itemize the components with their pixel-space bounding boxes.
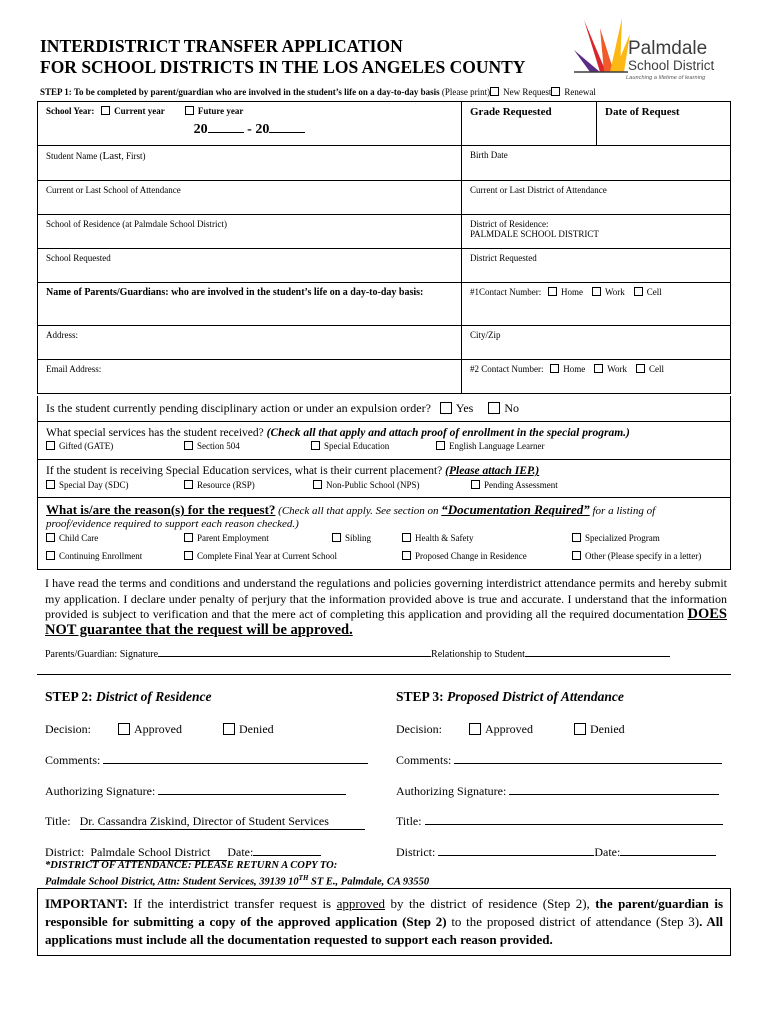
contact2-home-checkbox[interactable] [550,364,559,373]
step3-date-field[interactable] [620,855,716,856]
gifted-option[interactable]: Gifted (GATE) [46,441,113,451]
step3-signature-field[interactable] [509,794,719,795]
signature-row [45,649,670,660]
email-cell[interactable]: Email Address: [38,360,462,394]
reasons-instruction1: (Check all that apply. See section on [278,505,439,517]
school-year-input[interactable] [46,122,453,138]
reason-specialized-program[interactable]: Specialized Program [572,533,660,543]
reasons-row [37,498,731,570]
step3-title-row: Title: [396,814,723,829]
grade-requested-cell[interactable]: Grade Requested [462,102,597,146]
form-title [40,36,525,78]
contact2-cell-label: Cell [649,364,665,374]
district-residence-value: PALMDALE SCHOOL DISTRICT [470,229,599,239]
date-of-request-cell[interactable]: Date of Request [597,102,731,146]
step1-label: STEP 1: To be completed by parent/guardian who are involved in the student’s life on a day-to-day basis [40,87,440,97]
step2-district-field[interactable]: Palmdale School District [90,845,227,861]
disciplinary-yes-label: Yes [455,401,474,415]
reasons-question: What is/are the reason(s) for the request? [46,502,276,517]
contact1-cell[interactable] [462,283,731,326]
special-education-option[interactable]: Special Education [311,441,389,451]
step2-approved-checkbox[interactable] [118,723,130,735]
step2-signature-row: Authorizing Signature: [45,784,346,799]
special-ed-question: If the student is receiving Special Education services, what is their current placement? [46,465,443,477]
step2-comments-row: Comments: [45,753,368,768]
step2-decision-row: Decision: Approved Denied [45,722,274,736]
contact2-home-label: Home [563,364,586,374]
reason-child-care[interactable]: Child Care [46,533,98,543]
title-line-2: FOR SCHOOL DISTRICTS IN THE LOS ANGELES COUNTY [40,57,526,77]
step3-signature-row: Authorizing Signature: [396,784,719,799]
special-services-row [37,422,731,460]
ell-option[interactable]: English Language Learner [436,441,544,451]
disciplinary-row [37,396,731,422]
reason-final-year[interactable]: Complete Final Year at Current School [184,551,337,561]
renewal-label: Renewal [564,87,596,97]
contact1-work-label: Work [605,287,625,297]
signature-label: Parents/Guardian: Signature [45,649,159,660]
step3-comments-field[interactable] [454,763,722,764]
step2-district-row: District: Palmdale School District Date: [45,845,321,861]
step3-district-row: District: Date: [396,845,716,860]
contact2-work-label: Work [607,364,628,374]
step2-heading: STEP 2: District of Residence [45,689,212,704]
step3-comments-row: Comments: [396,753,722,768]
renewal-checkbox[interactable] [551,87,560,96]
school-year-cell [38,102,462,146]
contact1-cell-checkbox[interactable] [634,287,643,296]
reasons-instruction2: for a listing of [592,505,656,517]
disciplinary-question: Is the student currently pending disciplinary action or under an expulsion order? [46,401,431,415]
district-residence-cell[interactable] [462,215,731,249]
step3-denied-checkbox[interactable] [574,723,586,735]
student-info-table [37,101,731,394]
declaration-emphasis: DOES NOT guarantee that the request will be approved. [45,606,727,638]
address-cell[interactable]: Address: [38,326,462,360]
student-name-last: Last [102,150,122,162]
parents-names-cell[interactable]: Name of Parents/Guardians: who are involved in the student’s life on a day-to-day basis: [38,283,462,326]
disciplinary-no-checkbox[interactable] [488,402,500,414]
special-ed-row [37,460,731,498]
contact2-cell[interactable] [462,360,731,394]
relationship-field[interactable] [525,656,670,657]
school-requested-cell[interactable]: School Requested [38,249,462,283]
reasons-instruction3: proof/evidence required to support each reason checked.) [46,518,299,530]
year-start-blank[interactable] [208,132,244,133]
disciplinary-yes-checkbox[interactable] [440,402,452,414]
future-year-checkbox[interactable] [185,106,194,115]
new-request-checkbox[interactable] [490,87,499,96]
flame-logo-icon [570,14,630,76]
doc-required-link[interactable]: “Documentation Required” [441,502,590,517]
student-name-end: , First) [121,151,146,161]
school-residence-cell[interactable]: School of Residence (at Palmdale School District) [38,215,462,249]
year-prefix: 20 [193,122,208,137]
contact2-cell-checkbox[interactable] [636,364,645,373]
current-school-cell[interactable]: Current or Last School of Attendance [38,181,462,215]
step1-instruction [40,86,596,98]
reason-health-safety[interactable]: Health & Safety [402,533,473,543]
contact1-work-checkbox[interactable] [592,287,601,296]
new-request-label: New Request [503,87,552,97]
reason-parent-employment[interactable]: Parent Employment [184,533,269,543]
logo-name-line-2: School District [628,58,715,73]
reason-sibling[interactable]: Sibling [332,533,371,543]
reason-other[interactable]: Other (Please specify in a letter) [572,551,701,561]
rsp-option[interactable]: Resource (RSP) [184,480,255,490]
step2-date-field[interactable] [253,855,321,856]
return-address-note: *DISTRICT OF ATTENDANCE: PLEASE RETURN A COPY TO: Palmdale School District, Attn: Student Services, 39139 10TH ST E., Palmdale, CA 93550 [45,860,430,888]
contact1-home-label: Home [561,287,583,297]
logo-name-line-1: Palmdale [628,38,708,59]
current-year-label: Current year [114,106,165,116]
step3-title-field[interactable] [425,824,723,825]
section-divider [37,674,731,675]
student-name-cell[interactable] [38,146,462,181]
step3-heading: STEP 3: Proposed District of Attendance [396,689,624,704]
step2-title-row: Title: Dr. Cassandra Ziskind, Director of Student Services [45,814,365,830]
reason-change-residence[interactable]: Proposed Change in Residence [402,551,527,561]
special-services-question: What special services has the student received? [46,427,264,439]
important-notice: IMPORTANT: If the interdistrict transfer request is approved by the district of residence (Step 2), the parent/guardian is responsible for submitting a copy of the approved application (Step 2) to the proposed district of attendance (Step 3). All applications must include all the documentation requested to support each reason provided. [37,888,731,956]
disciplinary-no-label: No [504,401,520,415]
step2-title-field[interactable]: Dr. Cassandra Ziskind, Director of Student Services [80,814,365,830]
relationship-label: Relationship to Student [431,649,525,660]
student-name-label: Student Name ( [46,151,103,161]
step3-decision-row: Decision: Approved Denied [396,722,625,736]
step3-approved-checkbox[interactable] [469,723,481,735]
current-year-checkbox[interactable] [101,106,110,115]
reason-continuing-enrollment[interactable]: Continuing Enrollment [46,551,142,561]
logo-tagline: Launching a lifetime of learning [626,75,706,81]
district-requested-cell[interactable]: District Requested [462,249,731,283]
title-line-1: INTERDISTRICT TRANSFER APPLICATION [40,36,403,56]
contact2-label: #2 Contact Number: [470,364,544,374]
contact1-home-checkbox[interactable] [548,287,557,296]
sdc-option[interactable]: Special Day (SDC) [46,480,129,490]
school-year-label: School Year: [46,106,95,116]
district-logo [570,14,730,84]
step3-district-field[interactable] [438,855,594,856]
birth-date-cell[interactable]: Birth Date [462,146,731,181]
special-ed-instruction: (Please attach IEP.) [445,465,540,477]
current-district-cell[interactable]: Current or Last District of Attendance [462,181,731,215]
district-residence-label: District of Residence: [470,219,549,229]
contact2-work-checkbox[interactable] [594,364,603,373]
declaration-block [45,576,727,638]
future-year-label: Future year [197,106,244,116]
city-zip-cell[interactable]: City/Zip [462,326,731,360]
step1-note: (Please print) [441,87,491,97]
year-end-blank[interactable] [269,132,305,133]
step2-comments-field[interactable] [103,763,368,764]
section504-option[interactable]: Section 504 [184,441,240,451]
step2-denied-checkbox[interactable] [223,723,235,735]
step2-signature-field[interactable] [158,794,346,795]
signature-field[interactable] [158,656,431,657]
nps-option[interactable]: Non-Public School (NPS) [313,480,420,490]
pending-assessment-option[interactable]: Pending Assessment [471,480,558,490]
contact1-cell-label: Cell [646,287,662,297]
contact1-label: #1Contact Number: [470,287,542,297]
year-separator: - 20 [247,122,270,137]
special-services-instruction: (Check all that apply and attach proof of enrollment in the special program.) [266,427,630,439]
declaration-text: I have read the terms and conditions and understand the regulations and policies governing interdistrict attendance permits and hereby submit my application. I declare under penalty of perjury that the information provided above is true and accurate. I understand that the information provided is subject to verification and that the mere act of completing this application and providing all the required documentation [45,576,727,621]
